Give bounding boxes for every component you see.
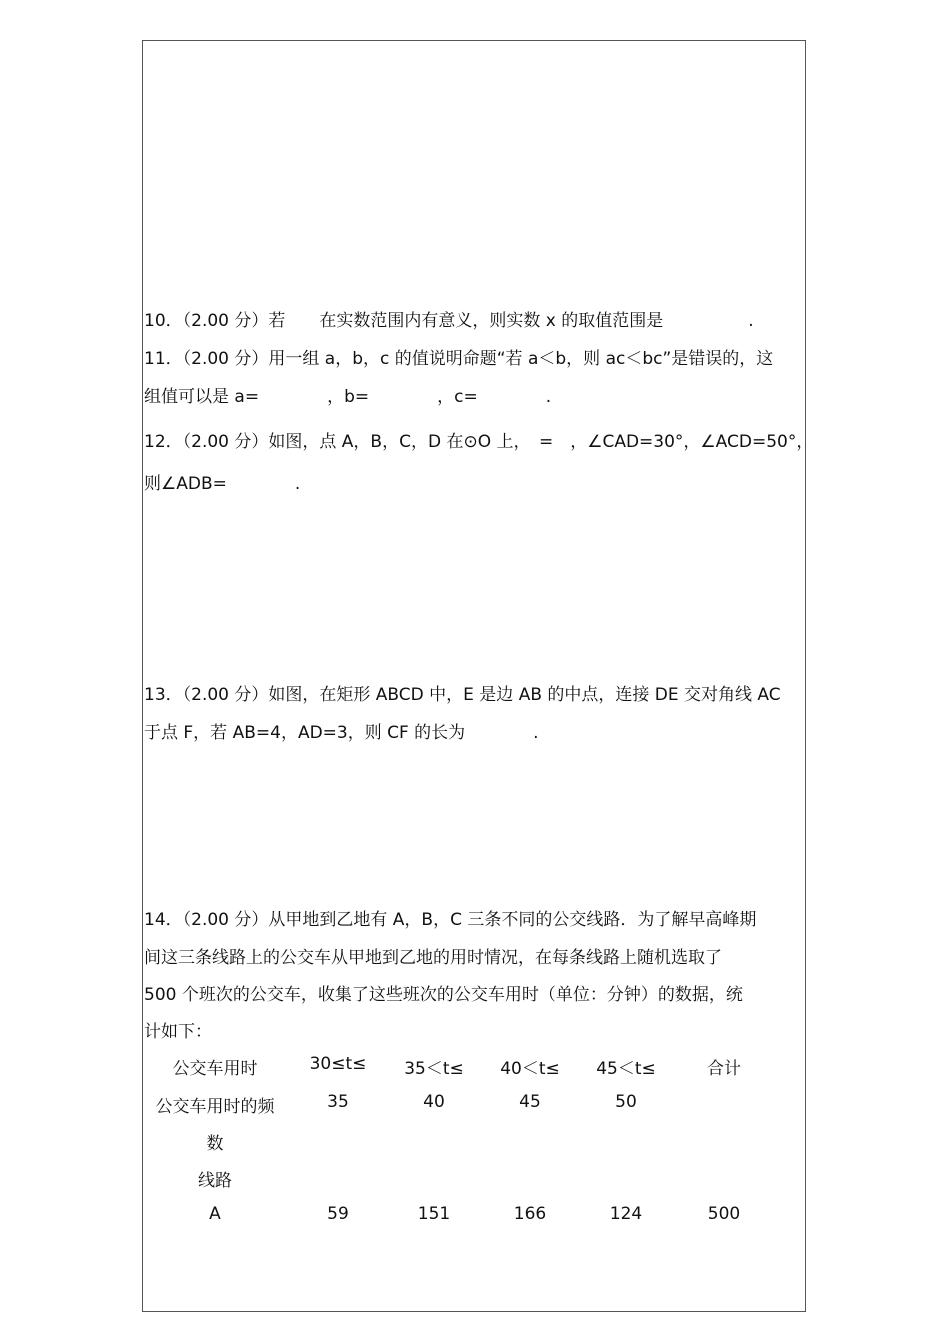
table-row-a-value: 124 bbox=[609, 1204, 643, 1224]
table-row2-value: 35 bbox=[327, 1092, 349, 1112]
table-row2-label: 公交车用时的频 bbox=[155, 1097, 275, 1117]
question-11-line-2: 组值可以是 a= ，b= ，c= . bbox=[144, 387, 552, 407]
question-13-line-1: 13．（2.00 分）如图，在矩形 ABCD 中，E 是边 AB 的中点，连接 DE 交对角线 AC bbox=[144, 685, 781, 705]
table-row-a-value: 151 bbox=[417, 1204, 451, 1224]
question-14-line-4: 计如下： bbox=[144, 1022, 212, 1042]
question-14-line-3: 500 个班次的公交车，收集了这些班次的公交车用时（单位：分钟）的数据，统 bbox=[144, 985, 743, 1005]
table-header-time: 公交车用时 bbox=[172, 1059, 258, 1079]
table-header-total: 合计 bbox=[707, 1059, 741, 1079]
table-row2-value: 50 bbox=[615, 1092, 637, 1112]
page-frame bbox=[142, 40, 814, 1312]
table-row-a-label: A bbox=[209, 1204, 221, 1224]
table-row2-value: 40 bbox=[423, 1092, 445, 1112]
question-14-line-1: 14．（2.00 分）从甲地到乙地有 A，B，C 三条不同的公交线路．为了解早高峰期 bbox=[144, 910, 757, 930]
table-header-35-40: 35＜t≤ bbox=[404, 1059, 464, 1079]
table-row-a-value: 59 bbox=[327, 1204, 349, 1224]
question-14-line-2: 间这三条线路上的公交车从甲地到乙地的用时情况，在每条线路上随机选取了 bbox=[144, 948, 722, 968]
table-row2-value: 45 bbox=[519, 1092, 541, 1112]
question-12-line-2: 则∠ADB= . bbox=[144, 474, 301, 494]
table-header-40-45: 40＜t≤ bbox=[500, 1059, 560, 1079]
question-12-line-1: 12．（2.00 分）如图，点 A，B，C，D 在⊙O 上， = ，∠CAD=30°，∠ACD=50°， bbox=[144, 432, 814, 452]
table-row4-label: 线路 bbox=[198, 1171, 232, 1191]
table-row-a-value: 166 bbox=[513, 1204, 547, 1224]
table-header-45-50: 45＜t≤ bbox=[596, 1059, 656, 1079]
question-11-line-1: 11．（2.00 分）用一组 a，b，c 的值说明命题“若 a＜b，则 ac＜bc”是错误的，这 bbox=[144, 349, 774, 369]
table-header-30-35: 30≤t≤ bbox=[309, 1054, 367, 1074]
question-10-line-1: 10．（2.00 分）若 在实数范围内有意义，则实数 x 的取值范围是 . bbox=[144, 311, 754, 331]
question-13-line-2: 于点 F，若 AB=4，AD=3，则 CF 的长为 . bbox=[144, 723, 539, 743]
table-row3-label: 数 bbox=[206, 1134, 224, 1154]
table-row-a-total: 500 bbox=[707, 1204, 741, 1224]
